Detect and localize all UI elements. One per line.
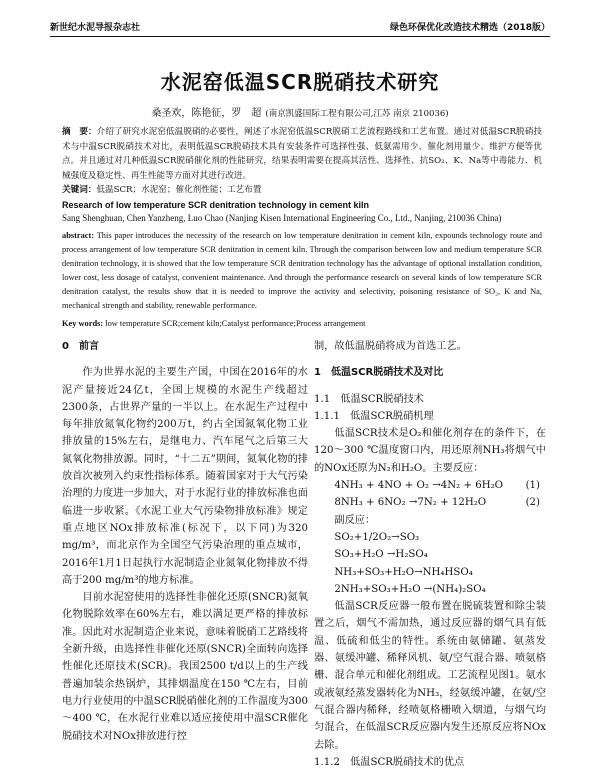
english-authors: Sang Shenghuan, Chen Yanzheng, Luo Chao (Nanjing Kisen International Engineering Co., Ltd., Nanjing, 210036 China)	[62, 213, 502, 223]
keywords-cn	[62, 183, 542, 197]
running-header	[50, 16, 550, 34]
paragraph: 目前水泥窑使用的选择性非催化还原(SNCR)氮氧化物脱除效率在60%左右，难以满足更严格的排放标准。因此对水泥制造企业来说，意味着脱硝工艺路线将全新升级，由选择性非催化还原(SNCR)全面转向选择性催化还原技术(SCR)。我国2500 t/d以上的生产线普遍加装余热锅炉，其排烟温度在150 ℃左右，目前电力行业使用的中温SCR脱硝催化剂的工作温度为300～400 ℃，在水泥行业难以适应接使用中温SCR催化脱硝技术对NOx排放进行控	[62, 592, 308, 742]
abstract-en	[62, 229, 542, 313]
english-title: Research of low temperature SCR denitration technology in cement kiln	[62, 200, 370, 210]
equation-1-text: 4NH₃ + 4NO + O₂ →4N₂ + 6H₂O	[334, 480, 504, 492]
header-rule	[50, 36, 550, 37]
keywords-cn-label: 关键词：	[62, 185, 97, 195]
equation-1-number: (1)	[525, 480, 540, 492]
side-reaction-2: SO₃+H₂O →H₂SO₄	[334, 549, 428, 561]
abstract-cn-text: 介绍了研究水泥窑低温脱硝的必要性，阐述了水泥窑低温SCR脱硝工艺流程路线和工艺布置。通过对低温SCR脱硝技术与中温SCR脱硝技术对比，表明低温SCR脱硝技术具有安装条件可选择性强、低氨需用少、催化剂用量少、维护方便等优点。并且通过对几种低温SCR脱硝催化剂的性能研究，结果表明需要在提高其活性、选择性、抗SO₂、K、Na等中毒能力、机械强度及稳定性、再生性能等方面对其进行改进。	[62, 127, 542, 181]
paragraph: 低温SCR反应器一般布置在脱硫装置和除尘装置之后，烟气不需加热，通过反应器的烟气具有低温、低硫和低尘的特性。系统由氨储罐、氨蒸发器、氨缓冲罐、稀释风机、氨/空气混合器、喷氨格栅、混合单元和催化剂组成。工艺流程见图1。氨水或液氨经蒸发器转化为NH₃，经氨缓冲罐，在氨/空气混合器内稀释，经喷氨格栅喷入烟道，与烟气均匀混合，在低温SCR反应器内发生还原反应将NOx去除。	[314, 601, 546, 751]
side-reaction-label: 副反应：	[334, 514, 376, 526]
keywords-en-label: Key words:	[62, 319, 104, 328]
keywords-en-text: low temperature SCR;cement kiln;Catalyst performance;Process arrangement	[105, 319, 366, 328]
subsection-heading-1-1-2: 1.1.2 低温SCR脱硝技术的优点	[314, 756, 465, 768]
equation-2-text: 8NH₃ + 6NO₂ →7N₂ + 12H₂O	[334, 497, 487, 509]
section-heading-1: 1 低温SCR脱硝技术及对比	[314, 367, 444, 379]
subsection-heading-1-1: 1.1 低温SCR脱硝技术	[314, 393, 424, 405]
affiliation: (南京凯盛国际工程有限公司,江苏 南京 210036)	[265, 109, 449, 119]
header-journal: 新世纪水泥导报杂志社	[50, 23, 141, 33]
subsection-heading-1-1-1: 1.1.1 低温SCR脱硝机理	[314, 410, 434, 422]
paper-title: 水泥窑低温SCR脱硝技术研究	[160, 70, 440, 94]
abstract-cn-label: 摘 要：	[62, 127, 97, 137]
abstract-en-label: abstract:	[62, 231, 95, 240]
keywords-cn-text: 低温SCR；水泥窑；催化剂性能；工艺布置	[96, 185, 262, 195]
abstract-en-text: This paper introduces the necessity of the research on low temperature denitration in cement kiln, expounds technology route and process arrangement of low temperature SCR denitration in cement kiln. Through the comparison between low and medium temperature SCR denitration technology, it is showed that the low temperature SCR denitration technology has the advantage of optional installation condition, lower cost, less dosage of catalyst, convenient maintenance. And through the performance research on several kinds of low temperature SCR denitration catalyst, the results show that it is needed to improve the activity and selectivity, poisoning resistance of SO₂, K and Na, mechanical strength and stability, renewable performance.	[62, 231, 542, 310]
equation-2	[314, 494, 546, 511]
author-line	[0, 104, 600, 119]
left-column	[62, 338, 308, 745]
abstract-cn	[62, 125, 542, 183]
paragraph: 低温SCR技术是O₂和催化剂存在的条件下，在120～300 ℃温度窗口内，用还原剂NH₃将烟气中的NOx还原为N₂和H₂O。主要反应：	[314, 428, 546, 474]
keywords-en	[62, 319, 542, 328]
header-collection: 绿色环保优化改造技术精选（2018版）	[389, 23, 550, 33]
paragraph: 作为世界水泥的主要生产国，中国在2016年的水泥产量接近24亿t，全国上规模的水泥生产线超过2300条，占世界产量的一半以上。在水泥生产过程中每年排放氮氧化物约200万t，约占全国氮氧化物工业排放量的15%左右，是继电力、汽车尾气之后第三大氮氧化物排放源。同时，“十二五”期间，氮氧化物的排放首次被列入约束性指标体系。随着国家对于大气污染治理的力度进一步加大，对于水泥行业的排放标准也面临进一步收紧。《水泥工业大气污染物排放标准》规定重点地区NOx排放标准(标况下，以下同)为320 mg/m³，而北京作为全国空气污染治理的重点城市，2016年1月1日起执行水泥制造企业氮氧化物排放不得高于200 mg/m³的地方标准。	[62, 367, 308, 586]
side-reaction-4: 2NH₃+SO₃+H₂O →(NH₄)₂SO₄	[334, 583, 486, 595]
equation-1	[314, 477, 546, 494]
section-heading-preface: 0 前言	[62, 341, 99, 352]
equation-2-number: (2)	[525, 497, 540, 509]
right-column	[314, 338, 546, 771]
side-reaction-3: NH₃+SO₃+H₂O→NH₄HSO₄	[334, 566, 473, 578]
side-reaction-1: SO₂+1/2O₂→SO₃	[334, 531, 420, 543]
authors: 桑圣欢，陈艳征，罗 超	[151, 108, 262, 119]
paragraph-continuation: 制，故低温脱硝将成为首选工艺。	[314, 341, 467, 352]
